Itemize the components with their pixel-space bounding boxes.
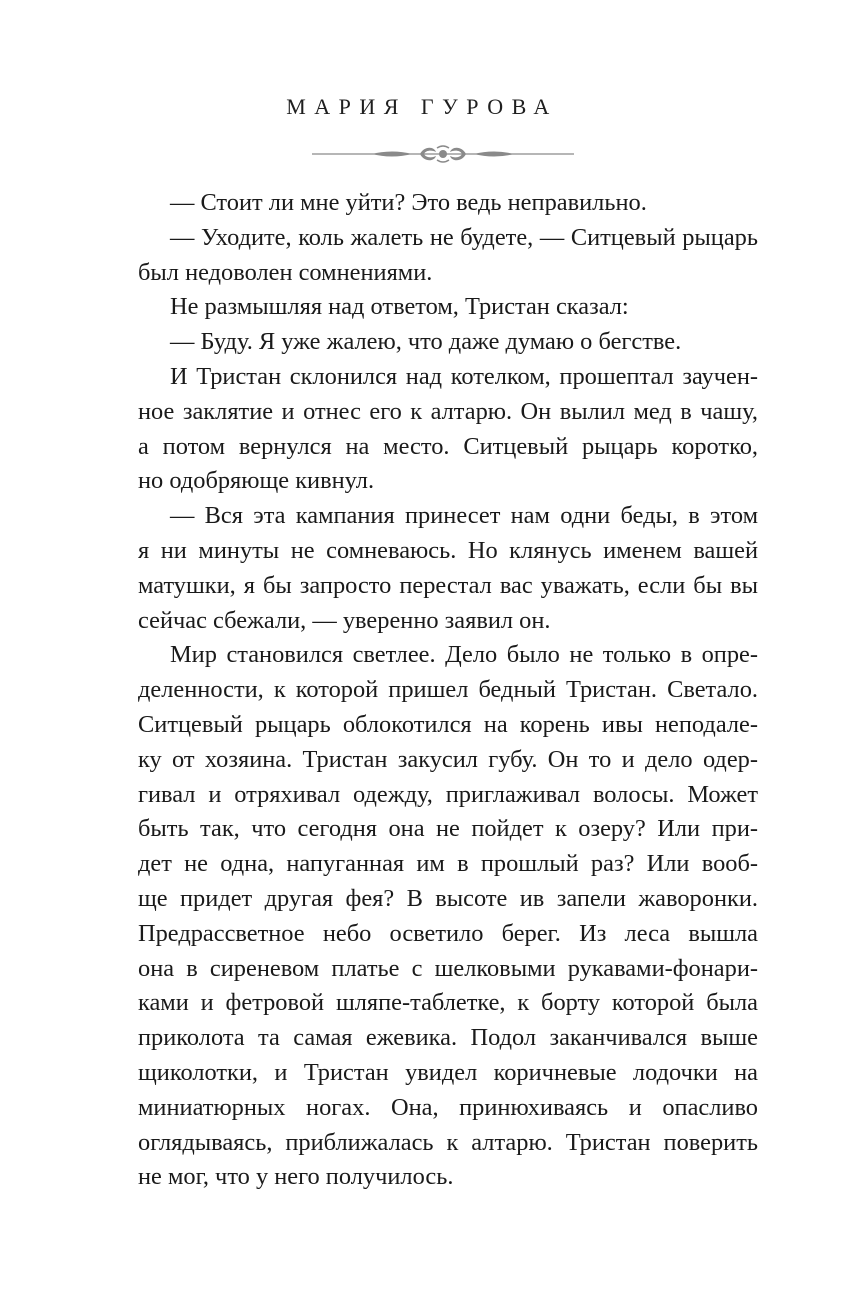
text-line: матушки, я бы запросто перестал вас уважать, если бы вы (138, 571, 758, 599)
paragraph (138, 360, 758, 499)
text-line: не мог, что у него получилось. (138, 1163, 454, 1191)
text-line: Ситцевый рыцарь облокотился на корень ивы неподале- (138, 710, 758, 738)
text-line: деленности, к которой пришел бедный Тристан. Светало. (138, 676, 758, 704)
text-line: был недоволен сомнениями. (138, 258, 433, 286)
text-line: сейчас сбежали, — уверенно заявил он. (138, 606, 551, 634)
text-line: Мир становился светлее. Дело было не только в опре- (170, 641, 758, 669)
running-head-author: МАРИЯ ГУРОВА (286, 94, 558, 119)
text-line: гивал и отряхивал одежду, приглаживал волосы. Может (138, 780, 758, 808)
text-line: оглядываясь, приближалась к алтарю. Тристан поверить (138, 1128, 758, 1156)
text-line: дет не одна, напуганная им в прошлый раз? Или вооб- (138, 850, 758, 878)
text-line: щиколотки, и Тристан увидел коричневые лодочки на (138, 1058, 758, 1086)
text-line: но одобряюще кивнул. (138, 467, 375, 495)
text-line: — Буду. Я уже жалею, что даже думаю о бегстве. (170, 328, 682, 356)
text-line: ками и фетровой шляпе-таблетке, к борту которой была (138, 989, 758, 1017)
ornament-divider-icon (312, 142, 574, 166)
text-line: быть так, что сегодня она не пойдет к озеру? Или при- (138, 815, 758, 843)
paragraph (138, 221, 758, 291)
text-line: приколота та самая ежевика. Подол заканчивался выше (138, 1024, 758, 1052)
paragraph (138, 638, 758, 1195)
paragraph (138, 186, 758, 221)
text-line: ное заклятие и отнес его к алтарю. Он вылил мед в чашу, (138, 397, 758, 425)
text-line: — Вся эта кампания принесет нам одни беды, в этом (170, 502, 758, 530)
text-line: — Стоит ли мне уйти? Это ведь неправильно. (170, 189, 647, 216)
text-line: она в сиреневом платье с шелковыми рукавами-фонари- (138, 954, 758, 982)
text-line: Предрассветное небо осветило берег. Из леса вышла (138, 919, 758, 947)
text-line: а потом вернулся на место. Ситцевый рыцарь коротко, (138, 432, 758, 460)
text-line: — Уходите, коль жалеть не будете, — Ситцевый рыцарь (170, 223, 758, 251)
text-line: Не размышляя над ответом, Тристан сказал: (170, 293, 629, 321)
text-line: ще придет другая фея? В высоте ив запели жаворонки. (138, 884, 758, 912)
paragraph (138, 290, 758, 325)
text-line: миниатюрных ногах. Она, принюхиваясь и опасливо (138, 1093, 758, 1121)
text-line: ку от хозяина. Тристан закусил губу. Он то и дело одер- (138, 745, 758, 773)
paragraph (138, 499, 758, 638)
body-text (138, 186, 758, 1195)
text-line: я ни минуты не сомневаюсь. Но клянусь именем вашей (138, 536, 758, 564)
paragraph (138, 325, 758, 360)
text-line: И Тристан склонился над котелком, прошептал заучен- (170, 362, 758, 390)
